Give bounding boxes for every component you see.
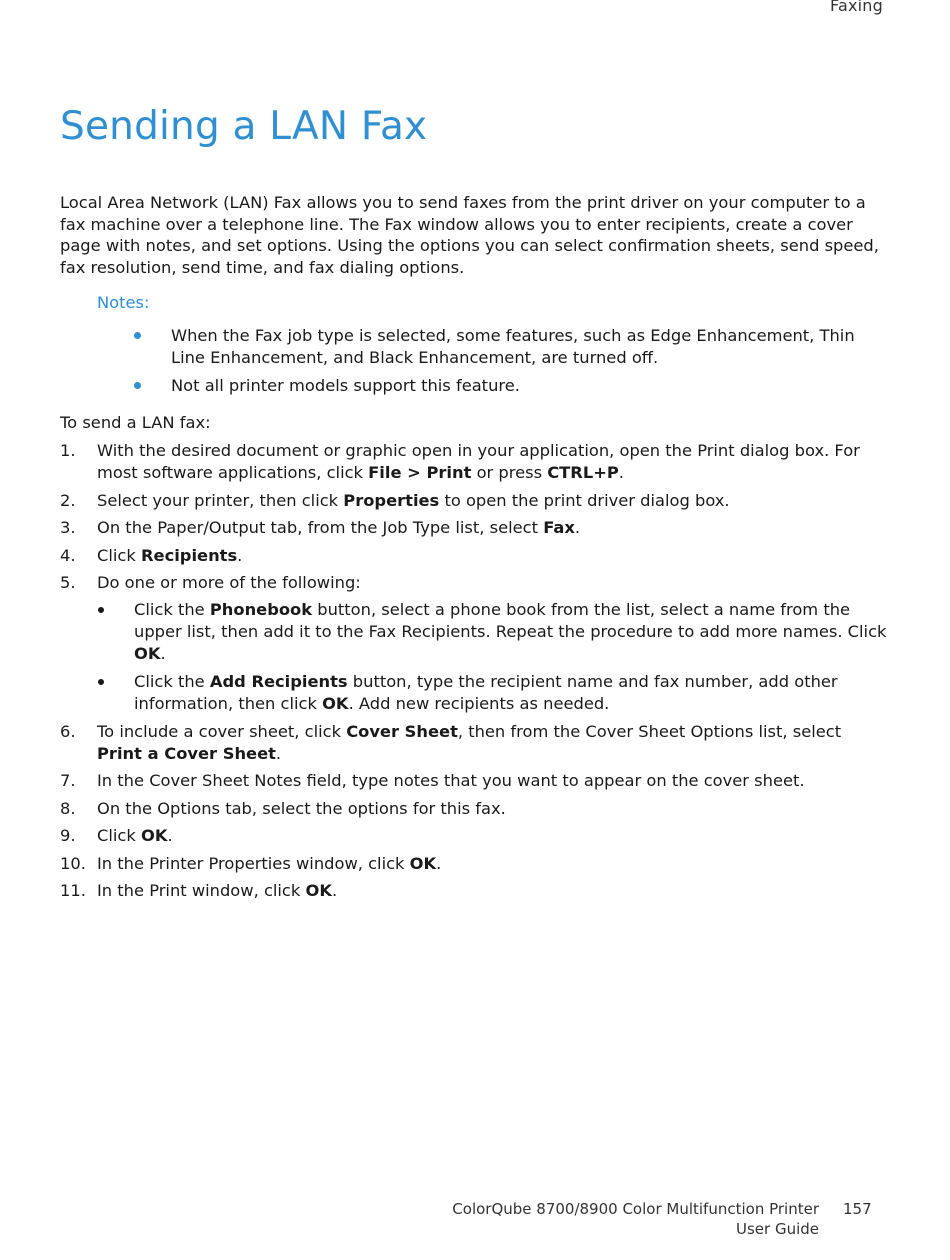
note-item (97, 325, 887, 369)
step-text: In the Printer Properties window, click OK. (97, 853, 442, 873)
step-item (60, 798, 890, 820)
substep-text: Click the Phonebook button, select a phone book from the list, select a name from the upper list, then add it to the Fax Recipients. Repeat the procedure to add more names. Click OK. (134, 600, 887, 663)
ui-term: OK (322, 694, 349, 713)
ui-term: Add Recipients (209, 672, 348, 691)
ui-term: OK (134, 644, 161, 663)
ui-term: OK (305, 881, 332, 900)
step-text: On the Paper/Output tab, from the Job Type list, select Fax. (97, 518, 581, 537)
bullet-icon (134, 382, 141, 389)
note-text: When the Fax job type is selected, some features, such as Edge Enhancement, Thin Line Enhancement, and Black Enhancement, are turned off. (171, 326, 855, 367)
substep-item (97, 671, 890, 715)
bullet-icon (134, 332, 141, 339)
substep-list (97, 599, 890, 715)
step-number: 4. (60, 545, 76, 565)
step-item (60, 825, 890, 847)
running-header-section: Faxing (830, 0, 883, 15)
ui-term: Print (426, 463, 472, 482)
step-item (60, 572, 890, 715)
substep-item (97, 599, 890, 665)
step-number: 9. (60, 826, 76, 845)
step-number: 6. (60, 721, 76, 741)
step-item (60, 880, 890, 902)
ui-term: File (368, 463, 402, 482)
step-text: In the Print window, click OK. (97, 881, 338, 900)
footer-product-line: ColorQube 8700/8900 Color Multifunction Printer (452, 1200, 819, 1218)
ui-term: Fax (543, 518, 575, 537)
step-number: 11. (60, 881, 86, 900)
step-text: In the Cover Sheet Notes field, type notes that you want to appear on the cover sheet. (97, 771, 805, 790)
step-number: 5. (60, 573, 76, 592)
ui-term: Phonebook (209, 600, 313, 619)
step-text: On the Options tab, select the options for this fax. (97, 798, 506, 818)
ui-term: Print a Cover Sheet (97, 743, 276, 763)
step-item (60, 517, 890, 539)
note-item (97, 375, 887, 397)
notes-label: Notes: (97, 293, 150, 312)
step-text: With the desired document or graphic open in your application, open the Print dialog box. For most software applications, click File > Print or press CTRL+P. (97, 441, 860, 482)
step-text: Click Recipients. (97, 545, 243, 565)
bullet-icon (98, 679, 104, 685)
step-item (60, 721, 890, 765)
ui-term: Cover Sheet (346, 721, 458, 741)
step-number: 2. (60, 490, 76, 510)
procedure-lead-in: To send a LAN fax: (60, 413, 211, 432)
step-text: Do one or more of the following: (97, 573, 361, 592)
bullet-icon (98, 607, 104, 613)
page-title: Sending a LAN Fax (60, 104, 428, 149)
step-text: Select your printer, then click Properties to open the print driver dialog box. (97, 490, 730, 510)
step-number: 1. (60, 441, 76, 460)
ui-term: CTRL+P (547, 463, 619, 482)
step-number: 7. (60, 771, 76, 790)
notes-list (97, 325, 887, 403)
substep-text: Click the Add Recipients button, type the recipient name and fax number, add other information, then click OK. Add new recipients as needed. (134, 672, 838, 713)
note-text: Not all printer models support this feature. (171, 376, 520, 395)
step-text: To include a cover sheet, click Cover Sheet, then from the Cover Sheet Options list, select Print a Cover Sheet. (97, 721, 842, 763)
step-item (60, 770, 890, 792)
step-number: 10. (60, 853, 86, 873)
step-number: 8. (60, 798, 76, 818)
step-item (60, 440, 890, 484)
footer-product-name (452, 1200, 819, 1239)
step-item (60, 853, 890, 875)
procedure-steps (60, 440, 890, 908)
ui-term: OK (140, 826, 168, 845)
page-number: 157 (843, 1200, 872, 1218)
ui-term: OK (409, 853, 437, 873)
intro-paragraph: Local Area Network (LAN) Fax allows you to send faxes from the print driver on your computer to a fax machine over a telephone line. The Fax window allows you to enter recipients, create a cover page with notes, and set options. Using the options you can select confirmation sheets, send speed, fax resolution, send time, and fax dialing options. (60, 193, 879, 277)
step-text: Click OK. (97, 826, 173, 845)
ui-term: Recipients (140, 545, 238, 565)
footer-guide-line: User Guide (735, 1219, 819, 1238)
step-item (60, 490, 890, 512)
step-item (60, 545, 890, 567)
ui-term: Properties (343, 490, 440, 510)
step-number: 3. (60, 518, 76, 537)
